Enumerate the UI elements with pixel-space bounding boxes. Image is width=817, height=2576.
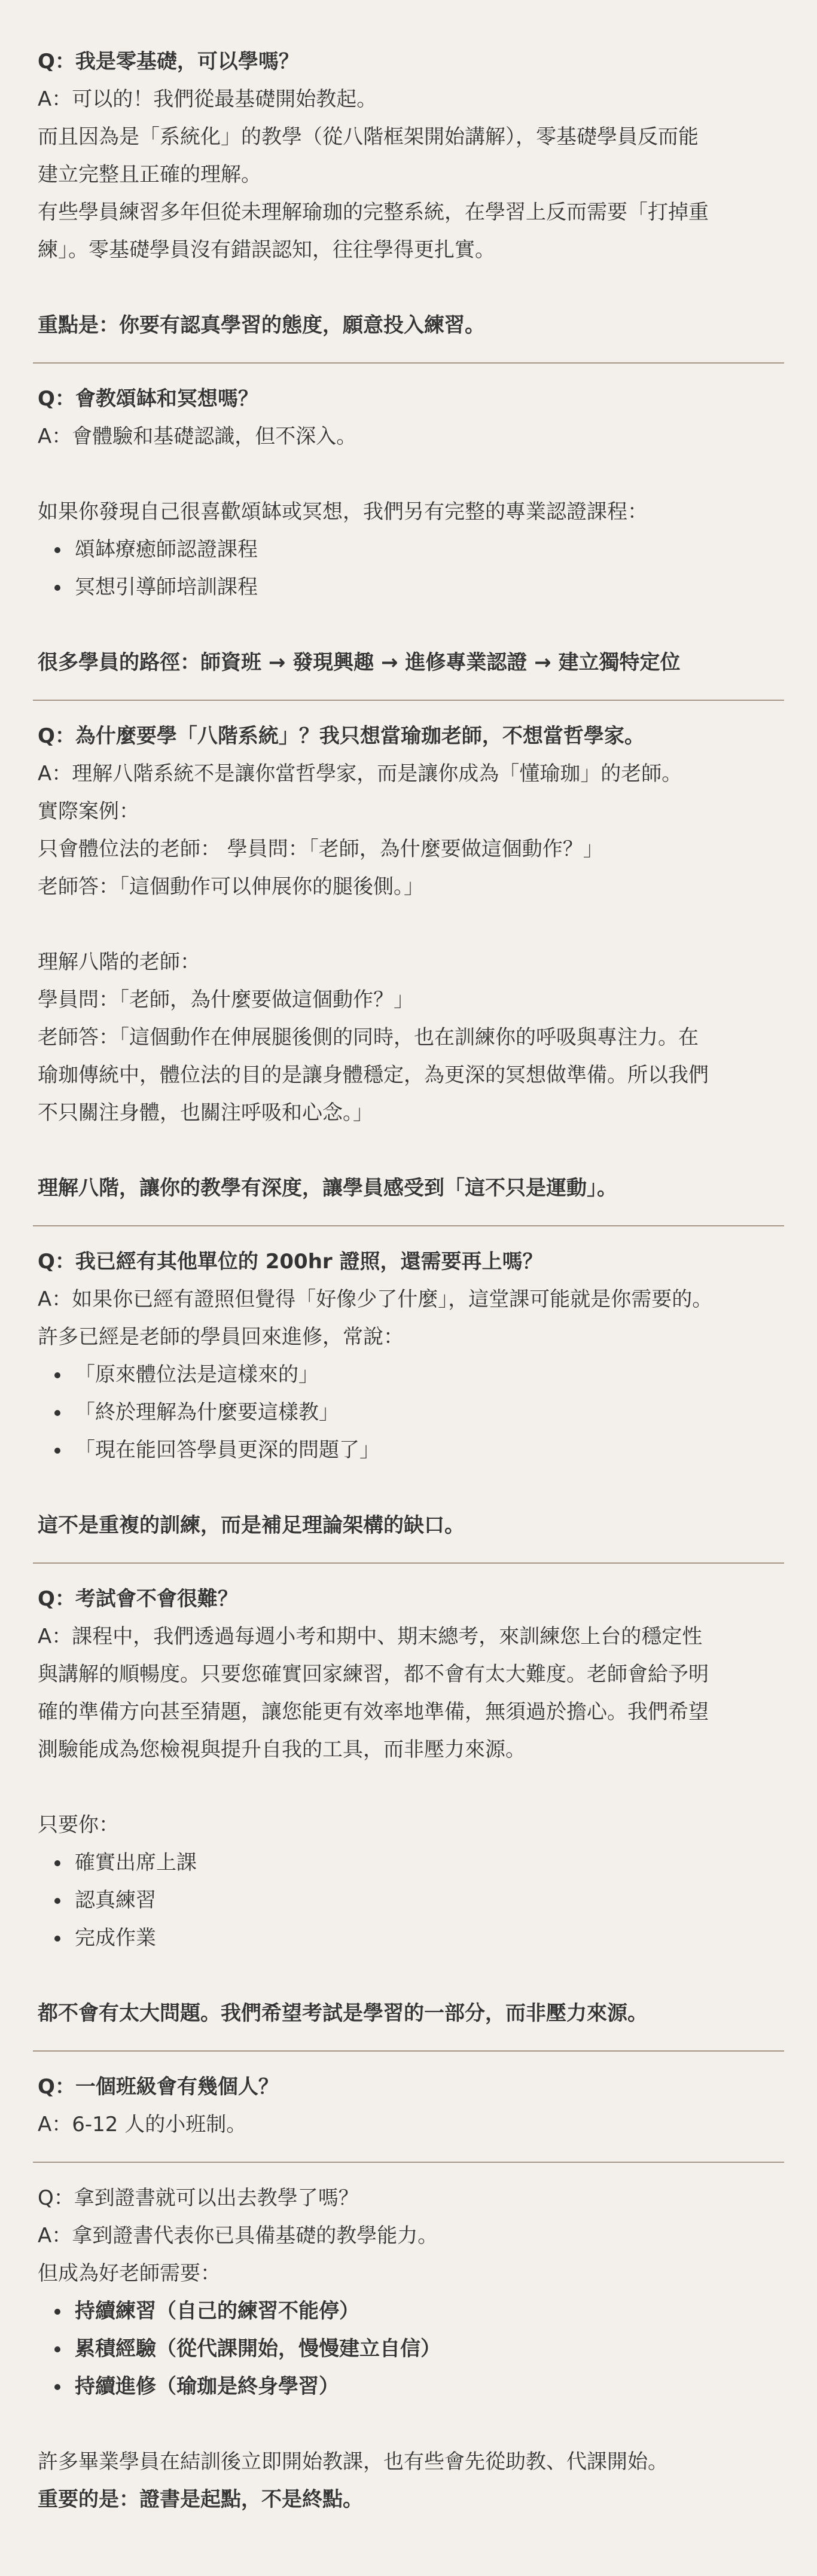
faq-question: Q：一個班級會有幾個人？ [38,2075,279,2099]
faq-highlight: 理解八階，讓你的教學有深度，讓學員感受到「這不只是運動」。 [38,1176,617,1200]
faq-answer-line: A：拿到證書代表你已具備基礎的教學能力。 [38,2224,438,2248]
faq-extra-line: 老師答：「這個動作在伸展腿後側的同時，也在訓練你的呼吸與專注力。在 [38,1025,699,1049]
faq-answer-line: 確的準備方向甚至猜題，讓您能更有效率地準備，無須過於擔心。我們希望 [38,1700,709,1724]
faq-answer-line: A：課程中，我們透過每週小考和期中、期末總考，來訓練您上台的穩定性 [38,1625,703,1649]
list-item: 冥想引導師培訓課程 [75,569,779,606]
list-item: 「現在能回答學員更深的問題了」 [75,1432,779,1469]
faq-extra-line: 許多畢業學員在結訓後立即開始教課，也有些會先從助教、代課開始。 [38,2450,668,2474]
faq-extra-line: 學員問：「老師，為什麼要做這個動作？」 [38,988,414,1012]
faq-extra-line: 不只關注身體，也關注呼吸和心念。」 [38,1101,373,1125]
list-item: 確實出席上課 [75,1844,779,1882]
spacer [38,1469,779,1507]
faq-bullet-list [38,1356,779,1469]
faq-answer-line: 只會體位法的老師： 學員問：「老師，為什麼要做這個動作？」 [38,837,603,861]
spacer [38,269,779,307]
spacer [38,1769,779,1806]
faq-question: Q：我是零基礎，可以學嗎？ [38,50,299,74]
faq-question: Q：為什麼要學「八階系統」？我只想當瑜珈老師，不想當哲學家。 [38,724,645,748]
list-item: 「終於理解為什麼要這樣教」 [75,1394,779,1432]
faq-extra-line: 理解八階的老師： [38,950,200,974]
list-item: 「原來體位法是這樣來的」 [75,1356,779,1394]
faq-question: Q：考試會不會很難？ [38,1587,238,1611]
faq-answer-line: 而且因為是「系統化」的教學（從八階框架開始講解），零基礎學員反而能 [38,125,699,149]
faq-answer-line: A：如果你已經有證照但覺得「好像少了什麼」，這堂課可能就是你需要的。 [38,1287,713,1311]
list-item: 持續進修（瑜珈是終身學習） [75,2368,779,2406]
faq-extra-line: 瑜珈傳統中，體位法的目的是讓身體穩定，為更深的冥想做準備。所以我們 [38,1063,709,1087]
faq-item [33,364,784,701]
faq-answer-line: A：可以的！我們從最基礎開始教起。 [38,87,377,111]
faq-highlight: 重點是：你要有認真學習的態度，願意投入練習。 [38,313,485,337]
faq-question: Q：會教頌缽和冥想嗎？ [38,387,258,411]
faq-question: Q：我已經有其他單位的 200hr 證照，還需要再上嗎？ [38,1250,543,1274]
faq-highlight: 重要的是：證書是起點，不是終點。 [38,2488,363,2511]
spacer [38,456,779,493]
faq-answer-line: A：會體驗和基礎認識，但不深入。 [38,425,357,448]
spacer [38,1132,779,1170]
faq-answer-line: 但成為好老師需要： [38,2261,221,2285]
faq-answer-line: 與講解的順暢度。只要您確實回家練習，都不會有太大難度。老師會給予明 [38,1662,709,1686]
faq-answer-line: 測驗能成為您檢視與提升自我的工具，而非壓力來源。 [38,1738,526,1762]
faq-extra-line: 只要你： [38,1813,119,1837]
spacer [38,2406,779,2443]
faq-item [33,1226,784,1564]
list-item: 頌缽療癒師認證課程 [75,531,779,569]
faq-item [33,701,784,1226]
faq-answer-line: 許多已經是老師的學員回來進修，常說： [38,1325,404,1349]
spacer [38,1957,779,1995]
list-item: 累積經驗（從代課開始，慢慢建立自信） [75,2330,779,2368]
faq-item [33,2163,784,2537]
faq-bullet-list [38,1844,779,1957]
faq-answer-line: 建立完整且正確的理解。 [38,163,261,187]
faq-extra-line: 如果你發現自己很喜歡頌缽或冥想，我們另有完整的專業認證課程： [38,500,648,524]
faq-answer-line: 有些學員練習多年但從未理解瑜珈的完整系統，在學習上反而需要「打掉重 [38,200,709,224]
faq-answer-line: A：6-12 人的小班制。 [38,2113,247,2137]
spacer [38,606,779,644]
faq-bullet-list [38,2293,779,2406]
faq-answer-line: 練」。零基礎學員沒有錯誤認知，往往學得更扎實。 [38,238,495,262]
faq-highlight: 很多學員的路徑：師資班 → 發現興趣 → 進修專業認證 → 建立獨特定位 [38,651,681,674]
spacer [38,906,779,944]
faq-answer-line: A：理解八階系統不是讓你當哲學家，而是讓你成為「懂瑜珈」的老師。 [38,762,682,786]
faq-highlight: 都不會有太大問題。我們希望考試是學習的一部分，而非壓力來源。 [38,2001,648,2025]
faq-item [33,29,784,364]
list-item: 完成作業 [75,1919,779,1957]
faq-highlight: 這不是重複的訓練，而是補足理論架構的缺口。 [38,1513,465,1537]
list-item: 認真練習 [75,1882,779,1919]
faq-bullet-list [38,531,779,606]
faq-answer-line: 實際案例： [38,799,139,823]
faq-question: Q：拿到證書就可以出去教學了嗎？ [38,2186,359,2210]
faq-answer-line: 老師答：「這個動作可以伸展你的腿後側。」 [38,875,424,899]
list-item: 持續練習（自己的練習不能停） [75,2293,779,2330]
faq-item [33,2052,784,2163]
faq-item [33,1564,784,2052]
